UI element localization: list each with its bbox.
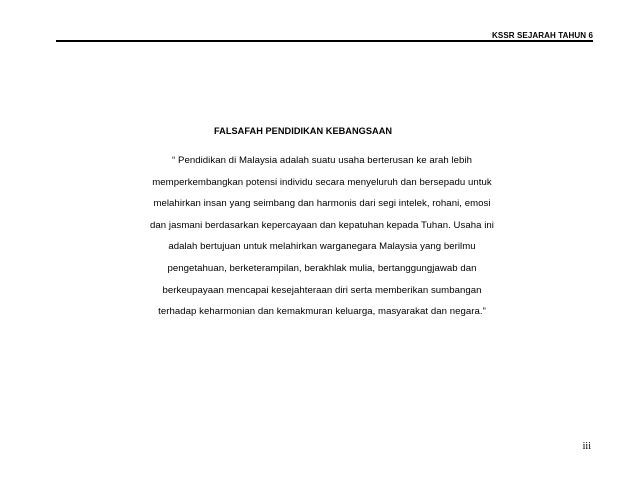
paragraph-line: terhadap keharmonian dan kemakmuran keluarga, masyarakat dan negara.” [158,306,486,318]
page-title: FALSAFAH PENDIDIKAN KEBANGSAAN [214,126,393,136]
paragraph-line: dan jasmani berdasarkan kepercayaan dan kepatuhan kepada Tuhan. Usaha ini [150,219,494,231]
paragraph-line: adalah bertujuan untuk melahirkan warganegara Malaysia yang berilmu [168,241,476,253]
page-number: iii [582,441,591,452]
header-divider [56,40,593,42]
paragraph-line: pengetahuan, berketerampilan, berakhlak mulia, bertanggungjawab dan [167,262,477,274]
philosophy-paragraph [131,156,513,329]
paragraph-line: berkeupayaan mencapai kesejahteraan diri serta memberikan sumbangan [162,284,482,296]
paragraph-line: melahirkan insan yang seimbang dan harmonis dari segi intelek, rohani, emosi [153,198,491,210]
running-header: KSSR SEJARAH TAHUN 6 [492,31,593,40]
paragraph-line: “ Pendidikan di Malaysia adalah suatu usaha berterusan ke arah lebih [172,155,472,166]
paragraph-line: memperkembangkan potensi individu secara menyeluruh dan bersepadu untuk [152,176,492,188]
